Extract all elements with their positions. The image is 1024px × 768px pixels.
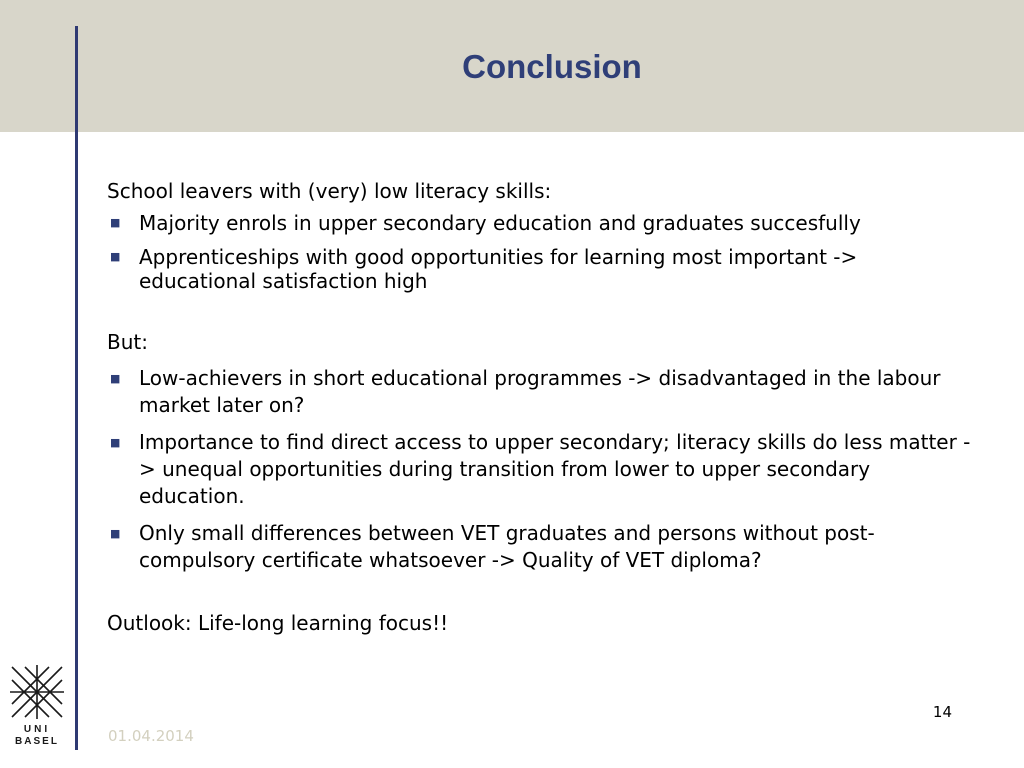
page-number: 14 — [932, 703, 952, 721]
bullet-text: Only small differences between VET graduates and persons without post-compulsory certificate whatsoever -> Quality of VET diploma? — [139, 521, 875, 572]
list-item — [107, 211, 977, 235]
bullet-text: Low-achievers in short educational programmes -> disadvantaged in the labour market later on? — [139, 366, 941, 417]
university-basel-logo-icon — [8, 663, 66, 723]
square-bullet-icon: ■ — [110, 527, 121, 540]
list-item — [107, 245, 977, 293]
logo-text-basel: BASEL — [15, 736, 59, 747]
square-bullet-icon: ■ — [110, 250, 121, 263]
slide-title: Conclusion — [462, 48, 642, 85]
list-item — [107, 520, 977, 574]
outlook-text: Outlook: Life-long learning focus!! — [107, 611, 449, 635]
section1-intro: School leavers with (very) low literacy skills: — [107, 179, 552, 203]
bullet-text: Importance to find direct access to upper secondary; literacy skills do less matter -> unequal opportunities during transition from lower to upper secondary education. — [139, 430, 971, 508]
vertical-accent-line — [75, 26, 78, 750]
bullet-text: Apprenticeships with good opportunities for learning most important -> educational satisfaction high — [139, 245, 858, 293]
square-bullet-icon: ■ — [110, 216, 121, 229]
square-bullet-icon: ■ — [110, 436, 121, 449]
section1-bullet-list — [107, 211, 977, 293]
slide-date: 01.04.2014 — [108, 727, 194, 745]
bullet-text: Majority enrols in upper secondary education and graduates succesfully — [139, 211, 861, 235]
list-item — [107, 429, 977, 510]
logo-text-uni: UNI — [23, 724, 51, 735]
section2-bullet-list — [107, 365, 977, 574]
slide-content — [107, 178, 977, 637]
list-item — [107, 365, 977, 419]
square-bullet-icon: ■ — [110, 372, 121, 385]
section2-intro: But: — [107, 330, 148, 354]
